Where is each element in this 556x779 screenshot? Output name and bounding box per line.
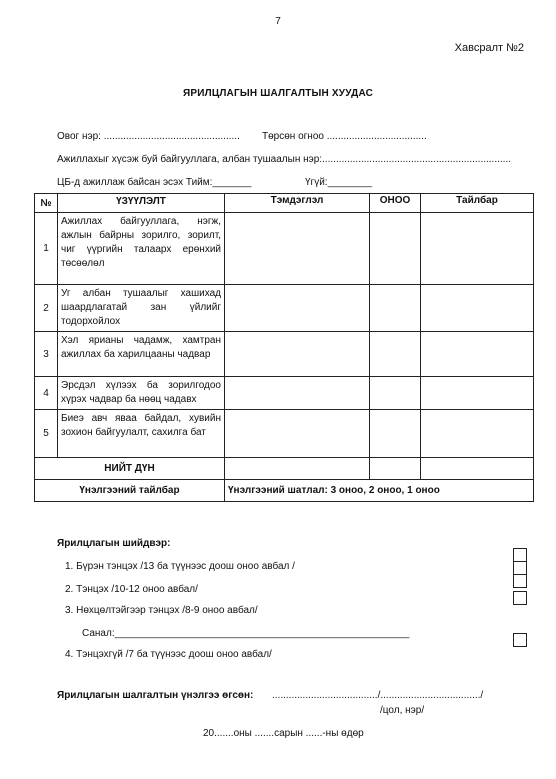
table-row (35, 410, 534, 458)
row-number: 5 (35, 410, 58, 458)
row-number: 2 (35, 285, 58, 332)
decision-option-2: 2. Тэнцэх /10-12 оноо авбал/ (65, 584, 198, 595)
row-criterion: Уг албан тушаалыг хашихад шаардлагатай зан үйлийг тодорхойлох (58, 285, 225, 332)
row-remarks-cell[interactable] (421, 332, 534, 377)
row-number: 4 (35, 377, 58, 410)
row-notes-cell[interactable] (225, 332, 370, 377)
civil-service-no-line: Үгүй:________ (305, 177, 373, 188)
total-label: НИЙТ ДҮН (35, 458, 225, 480)
row-score-cell[interactable] (370, 213, 421, 285)
page-number: 7 (275, 16, 281, 27)
row-notes-cell[interactable] (225, 285, 370, 332)
option-3-checkbox[interactable] (513, 574, 527, 588)
option-3b-checkbox[interactable] (513, 591, 527, 605)
row-score-cell[interactable] (370, 410, 421, 458)
table-row (35, 213, 534, 285)
decision-option-3: 3. Нөхцөлтэйгээр тэнцэх /8-9 оноо авбал/ (65, 605, 258, 616)
civil-service-yes-line: ЦБ-д ажиллаж байсан эсэх Тийм:_______ (57, 177, 252, 188)
row-score-cell[interactable] (370, 332, 421, 377)
total-remarks-cell[interactable] (421, 458, 534, 480)
row-notes-cell[interactable] (225, 377, 370, 410)
organization-field-line: Ажиллахыг хүсэж буй байгууллага, албан тушаалын нэр:.................................................................... (57, 154, 512, 165)
header-notes: Тэмдэглэл (225, 194, 370, 213)
row-criterion: Ажиллах байгууллага, нэгж, ажлын байрны зорилго, зорилт, чиг үүргийн талаарх ерөнхий төсөөлөл (58, 213, 225, 285)
evaluation-table (34, 193, 534, 502)
name-field-line: Овог нэр: ................................................. (57, 131, 240, 142)
table-header-row (35, 194, 534, 213)
assessment-row (35, 480, 534, 502)
header-remarks: Тайлбар (421, 194, 534, 213)
date-line: 20.......оны .......сарын ......-ны өдөр (203, 728, 364, 739)
row-score-cell[interactable] (370, 377, 421, 410)
header-score: ОНОО (370, 194, 421, 213)
decision-option-1: 1. Бүрэн тэнцэх /13 ба түүнээс доош оноо авбал / (65, 561, 295, 572)
row-remarks-cell[interactable] (421, 285, 534, 332)
total-row (35, 458, 534, 480)
total-score-cell[interactable] (370, 458, 421, 480)
decision-title: Ярилцлагын шийдвэр: (57, 538, 171, 549)
row-number: 1 (35, 213, 58, 285)
assessment-scale: Үнэлгээний шатлал: 3 оноо, 2 оноо, 1 оноо (225, 480, 534, 502)
option-1-checkbox[interactable] (513, 548, 527, 562)
position-name-caption: /цол, нэр/ (380, 705, 425, 716)
option-2-checkbox[interactable] (513, 561, 527, 575)
table-row (35, 285, 534, 332)
proposal-line: Санал:_____________________________________________________ (82, 628, 410, 639)
row-notes-cell[interactable] (225, 410, 370, 458)
row-criterion: Биеэ авч яваа байдал, хувийн зохион байгуулалт, сахилга бат (58, 410, 225, 458)
row-criterion: Хэл ярианы чадамж, хамтран ажиллах ба харилцааны чадвар (58, 332, 225, 377)
row-score-cell[interactable] (370, 285, 421, 332)
assessment-note-label: Үнэлгээний тайлбар (35, 480, 225, 502)
decision-option-4: 4. Тэнцэхгүй /7 ба түүнээс доош оноо авбал/ (65, 649, 272, 660)
table-row (35, 332, 534, 377)
row-remarks-cell[interactable] (421, 410, 534, 458)
option-4-checkbox[interactable] (513, 633, 527, 647)
row-criterion: Эрсдэл хүлээх ба зорилгодоо хүрэх чадвар ба нөөц чадавх (58, 377, 225, 410)
row-remarks-cell[interactable] (421, 377, 534, 410)
row-notes-cell[interactable] (225, 213, 370, 285)
table-row (35, 377, 534, 410)
birthdate-field-line: Төрсөн огноо .................................... (262, 131, 427, 142)
appendix-label: Хавсралт №2 (454, 42, 524, 54)
evaluator-signature-line: ....................................../..................................../ (272, 690, 484, 701)
page-title: ЯРИЛЦЛАГЫН ШАЛГАЛТЫН ХУУДАС (182, 88, 374, 99)
row-remarks-cell[interactable] (421, 213, 534, 285)
evaluator-label: Ярилцлагын шалгалтын үнэлгээ өгсөн: (57, 690, 254, 701)
total-notes-cell[interactable] (225, 458, 370, 480)
header-criterion: ҮЗҮҮЛЭЛТ (58, 194, 225, 213)
header-number: № (35, 194, 58, 213)
row-number: 3 (35, 332, 58, 377)
